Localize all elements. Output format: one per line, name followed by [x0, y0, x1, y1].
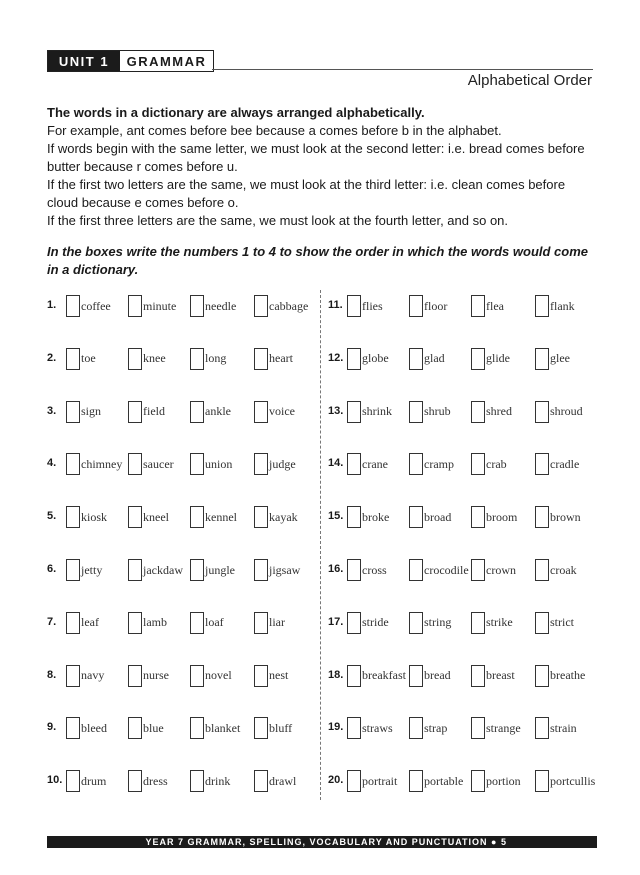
word-item [471, 401, 512, 423]
word-label: crane [362, 456, 388, 471]
word-label: nest [269, 668, 289, 683]
word-label: cross [362, 562, 387, 577]
word-label: globe [362, 351, 389, 366]
answer-box[interactable] [409, 295, 423, 317]
word-label: navy [81, 668, 105, 683]
word-label: lamb [143, 615, 167, 630]
word-item [471, 348, 510, 370]
answer-box[interactable] [409, 453, 423, 475]
word-label: nurse [143, 668, 169, 683]
word-label: breathe [550, 668, 586, 683]
word-label: minute [143, 298, 177, 313]
word-item [409, 612, 451, 634]
word-label: glee [550, 351, 570, 366]
word-item [471, 717, 521, 739]
word-label: shroud [550, 404, 583, 419]
word-label: portrait [362, 773, 398, 788]
answer-box[interactable] [347, 453, 361, 475]
answer-box[interactable] [409, 612, 423, 634]
word-label: dress [143, 773, 168, 788]
word-item [471, 770, 521, 792]
word-label: strange [486, 720, 521, 735]
word-label: strain [550, 720, 577, 735]
answer-box[interactable] [347, 612, 361, 634]
answer-box[interactable] [471, 665, 485, 687]
exercise-row [0, 401, 640, 425]
word-label: flank [550, 298, 575, 313]
answer-box[interactable] [535, 348, 549, 370]
word-label: flea [486, 298, 504, 313]
word-label: portcullis [550, 773, 596, 788]
word-label: stride [362, 615, 389, 630]
word-label: saucer [143, 456, 174, 471]
word-item [347, 295, 383, 317]
word-label: glad [424, 351, 445, 366]
word-label: union [205, 456, 233, 471]
exercise-row [0, 770, 640, 794]
word-item [409, 559, 469, 581]
word-item [471, 453, 507, 475]
exercise-number: 20. [328, 774, 344, 787]
word-item [535, 401, 583, 423]
exercise-number: 8. [47, 668, 57, 681]
word-label: liar [269, 615, 285, 630]
exercise-row [0, 453, 640, 477]
word-label: strict [550, 615, 574, 630]
answer-box[interactable] [409, 401, 423, 423]
answer-box[interactable] [535, 506, 549, 528]
word-label: sign [81, 404, 102, 419]
word-label: breakfast [362, 668, 406, 683]
word-label: voice [269, 404, 295, 419]
word-label: broke [362, 509, 390, 524]
answer-box[interactable] [471, 612, 485, 634]
answer-box[interactable] [535, 401, 549, 423]
word-label: cabbage [269, 298, 309, 313]
word-label: portable [424, 773, 464, 788]
exercise-row [0, 295, 640, 319]
answer-box[interactable] [409, 348, 423, 370]
exercise-number: 12. [328, 351, 344, 364]
word-label: crab [486, 456, 507, 471]
intro-lead: The words in a dictionary are always arranged alphabetically. [47, 105, 425, 120]
word-label: bleed [81, 720, 107, 735]
word-item [347, 401, 392, 423]
word-label: field [143, 404, 165, 419]
exercise-row [0, 506, 640, 530]
word-label: shrub [424, 404, 451, 419]
answer-box[interactable] [535, 559, 549, 581]
word-item [347, 717, 393, 739]
word-label: glide [486, 351, 510, 366]
word-item [535, 665, 585, 687]
word-item [535, 295, 575, 317]
answer-box[interactable] [409, 665, 423, 687]
topic-label: GRAMMAR [126, 53, 207, 69]
word-item [409, 453, 454, 475]
word-label: chimney [81, 456, 123, 471]
word-label: brown [550, 509, 581, 524]
word-label: needle [205, 298, 237, 313]
word-item [471, 665, 515, 687]
word-label: jungle [205, 562, 235, 577]
word-label: broom [486, 509, 518, 524]
word-item [471, 295, 504, 317]
word-label: drink [205, 773, 231, 788]
word-item [347, 559, 387, 581]
exercise-number: 5. [47, 510, 57, 523]
word-label: shred [486, 404, 512, 419]
word-item [347, 348, 389, 370]
word-item [535, 612, 574, 634]
word-item [409, 665, 451, 687]
intro-line: If the first three letters are the same, we must look at the fourth letter, and so on. [47, 213, 509, 228]
intro-line: For example, ant comes before bee because a comes before b in the alphabet. [47, 123, 502, 138]
word-label: bluff [269, 720, 293, 735]
word-label: cramp [424, 456, 454, 471]
answer-box[interactable] [471, 770, 485, 792]
word-label: crocodile [424, 562, 469, 577]
exercise-number: 15. [328, 510, 344, 523]
word-item [471, 612, 513, 634]
word-label: knee [143, 351, 166, 366]
word-item [471, 506, 517, 528]
answer-box[interactable] [535, 770, 549, 792]
exercise-number: 2. [47, 351, 57, 364]
word-label: strike [486, 615, 513, 630]
word-item [347, 612, 389, 634]
answer-box[interactable] [471, 348, 485, 370]
word-label: coffee [81, 298, 111, 313]
answer-box[interactable] [535, 295, 549, 317]
word-label: straws [362, 720, 393, 735]
word-label: kennel [205, 509, 237, 524]
word-item [409, 295, 447, 317]
word-item [535, 506, 581, 528]
exercise-number: 7. [47, 615, 57, 628]
exercise-number: 11. [328, 299, 343, 311]
word-label: judge [269, 456, 296, 471]
word-item [409, 717, 447, 739]
word-label: kiosk [81, 509, 108, 524]
word-label: string [424, 615, 452, 630]
word-label: drawl [269, 773, 297, 788]
exercise-number: 19. [328, 721, 344, 734]
intro-text [47, 104, 597, 230]
exercise-number: 13. [328, 404, 344, 417]
answer-box[interactable] [409, 770, 423, 792]
answer-box[interactable] [535, 665, 549, 687]
exercise-number: 6. [47, 563, 57, 575]
exercise-number: 3. [47, 404, 57, 417]
answer-box[interactable] [347, 665, 361, 687]
answer-box[interactable] [409, 506, 423, 528]
answer-box[interactable] [347, 401, 361, 423]
word-label: shrink [362, 404, 392, 419]
answer-box[interactable] [347, 295, 361, 317]
exercise-number: 16. [328, 563, 344, 575]
word-item [347, 453, 388, 475]
word-item [535, 348, 570, 370]
word-label: flies [362, 298, 383, 313]
intro-line: If the first two letters are the same, we must look at the third letter: i.e. clean comes before cloud because e comes before o. [47, 177, 566, 210]
word-item [535, 717, 577, 739]
word-label: heart [269, 351, 293, 366]
answer-box[interactable] [347, 770, 361, 792]
word-label: leaf [81, 615, 99, 630]
exercise-number: 9. [47, 721, 57, 734]
word-label: ankle [205, 404, 231, 419]
unit-tab [47, 50, 214, 72]
word-item [535, 453, 579, 475]
word-label: crown [486, 562, 516, 577]
answer-box[interactable] [347, 717, 361, 739]
exercise-number: 17. [328, 615, 344, 628]
answer-box[interactable] [535, 612, 549, 634]
answer-box[interactable] [409, 717, 423, 739]
word-label: novel [205, 668, 232, 683]
word-label: jigsaw [269, 562, 301, 577]
answer-box[interactable] [347, 348, 361, 370]
footer-text: YEAR 7 GRAMMAR, SPELLING, VOCABULARY AND PUNCTUATION ● 5 [145, 837, 507, 847]
answer-box[interactable] [471, 717, 485, 739]
exercise-number: 10. [47, 774, 63, 787]
word-item [409, 770, 463, 792]
word-label: broad [424, 509, 452, 524]
answer-box[interactable] [471, 559, 485, 581]
word-label: croak [550, 562, 577, 577]
word-label: toe [81, 351, 96, 366]
word-label: blue [143, 720, 164, 735]
answer-box[interactable] [471, 401, 485, 423]
footer-bar [47, 836, 597, 848]
word-label: jackdaw [143, 562, 183, 577]
word-item [409, 506, 451, 528]
word-item [471, 559, 516, 581]
word-label: bread [424, 668, 451, 683]
answer-box[interactable] [535, 717, 549, 739]
exercise-row [0, 665, 640, 689]
word-item [535, 559, 577, 581]
answer-box[interactable] [471, 453, 485, 475]
answer-box[interactable] [471, 506, 485, 528]
page-title: Alphabetical Order [467, 72, 592, 89]
instruction: In the boxes write the numbers 1 to 4 to show the order in which the words would come in a dictionary. [47, 244, 589, 277]
word-label: cradle [550, 456, 580, 471]
word-item [535, 770, 595, 792]
word-label: strap [424, 720, 448, 735]
exercise-row [0, 717, 640, 741]
answer-box[interactable] [471, 295, 485, 317]
word-item [347, 770, 397, 792]
exercise-number: 18. [328, 668, 344, 681]
answer-box[interactable] [409, 559, 423, 581]
answer-box[interactable] [535, 453, 549, 475]
word-label: long [205, 351, 227, 366]
word-label: floor [424, 298, 448, 313]
word-item [409, 401, 451, 423]
word-label: kneel [143, 509, 169, 524]
word-label: blanket [205, 720, 241, 735]
answer-box[interactable] [347, 559, 361, 581]
exercise-number: 4. [47, 457, 57, 470]
exercise-number: 14. [328, 457, 344, 470]
word-label: kayak [269, 509, 298, 524]
unit-label: UNIT 1 [48, 51, 120, 71]
intro-line: If words begin with the same letter, we must look at the second letter: i.e. bread comes before butter because r comes before u. [47, 141, 585, 174]
exercise-row [0, 559, 640, 583]
word-item [347, 665, 406, 687]
header-rule [212, 69, 593, 70]
exercise-row [0, 348, 640, 372]
word-label: breast [486, 668, 515, 683]
word-label: jetty [81, 562, 103, 577]
word-item [347, 506, 389, 528]
word-label: loaf [205, 615, 224, 630]
word-label: drum [81, 773, 107, 788]
exercise-number: 1. [47, 299, 57, 311]
word-label: portion [486, 773, 521, 788]
exercise-row [0, 612, 640, 636]
word-item [409, 348, 445, 370]
answer-box[interactable] [347, 506, 361, 528]
